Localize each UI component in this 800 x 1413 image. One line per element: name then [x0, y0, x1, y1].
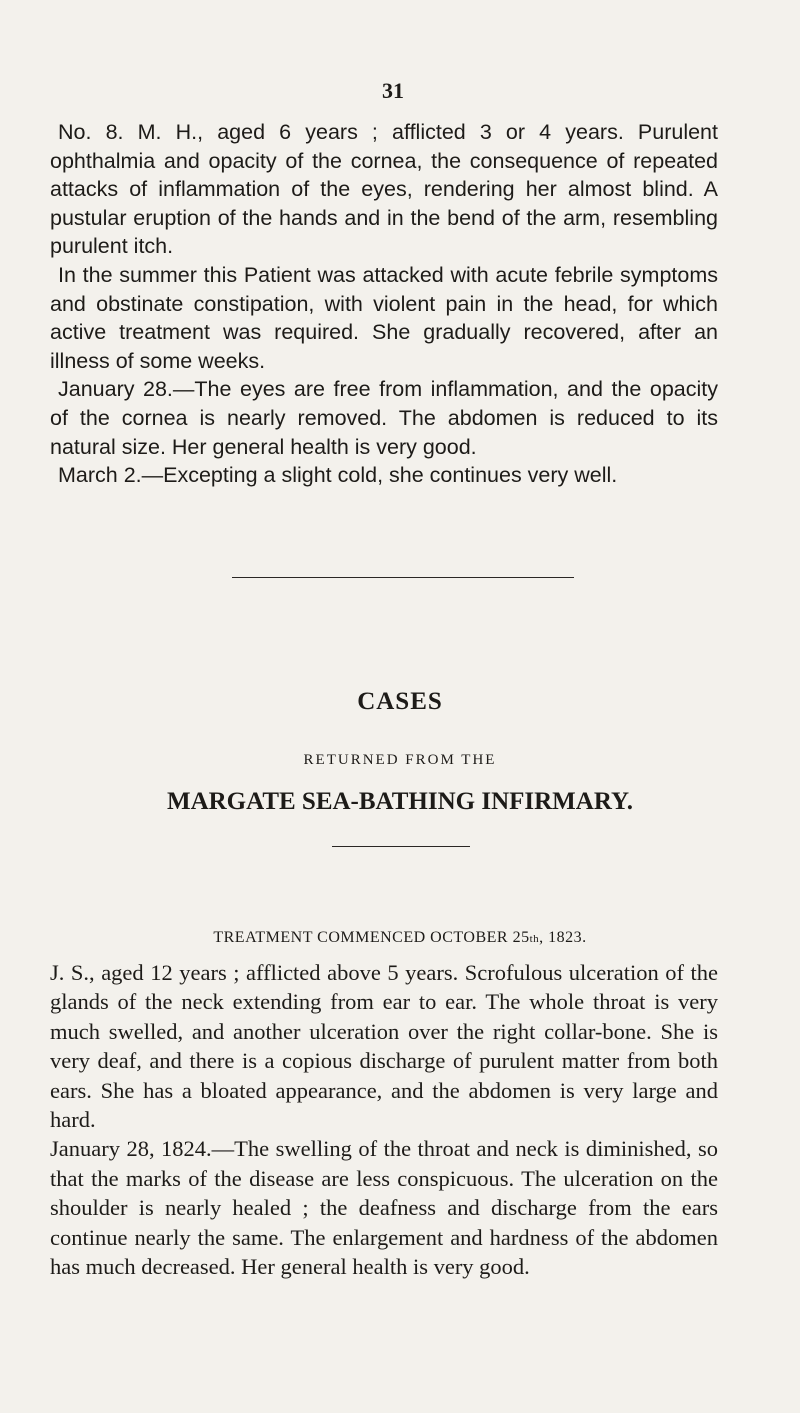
section-divider-middle [332, 846, 470, 847]
treatment-date-ordinal: th [529, 933, 540, 945]
section-divider-top [232, 577, 574, 578]
case-8-paragraph-march: March 2.—Excepting a slight cold, she continues very well. [58, 463, 618, 488]
treatment-heading [0, 929, 800, 947]
case-8-paragraph-summer: In the summer this Patient was attacked with acute febrile symptoms and obstinate constipation, with violent pain in the head, for which active treatment was required. She gradually recovered, after an illness of some weeks. [50, 262, 718, 373]
section-title: CASES [357, 688, 443, 715]
case-js-text [50, 958, 718, 1281]
case-js-paragraph-january: January 28, 1824.—The swelling of the throat and neck is diminished, so that the marks of the disease are less conspicuous. The ulceration on the shoulder is nearly healed ; the deafness and discharge from the ears continue nearly the same. The enlargement and hardness of the abdomen has much decreased. Her general health is very good. [50, 1136, 718, 1280]
page-number: 31 [382, 78, 404, 103]
treatment-date-prefix: TREATMENT COMMENCED OCTOBER 25 [213, 929, 530, 946]
case-js-paragraph-intro: J. S., aged 12 years ; afflicted above 5 years. Scrofulous ulceration of the glands of the neck extending from ear to ear. The whole throat is very much swelled, and another ulceration over the right collar-bone. She is very deaf, and there is a copious discharge of purulent matter from both ears. She has a bloated appearance, and the abdomen is very large and hard. [50, 960, 718, 1133]
case-8-text [50, 118, 718, 490]
section-subtitle: RETURNED FROM THE [303, 752, 497, 768]
case-8-paragraph-january: January 28.—The eyes are free from inflammation, and the opacity of the cornea is nearly removed. The abdomen is reduced to its natural size. Her general health is very good. [50, 377, 718, 459]
institution-heading: MARGATE SEA-BATHING INFIRMARY. [166, 788, 634, 815]
treatment-year: , 1823. [539, 929, 587, 946]
case-8-paragraph-intro: No. 8. M. H., aged 6 years ; afflicted 3 or 4 years. Purulent ophthalmia and opacity of the cornea, the consequence of repeated attacks of inflammation of the eyes, rendering her almost blind. A pustular eruption of the hands and in the bend of the arm, resembling purulent itch. [50, 120, 718, 259]
